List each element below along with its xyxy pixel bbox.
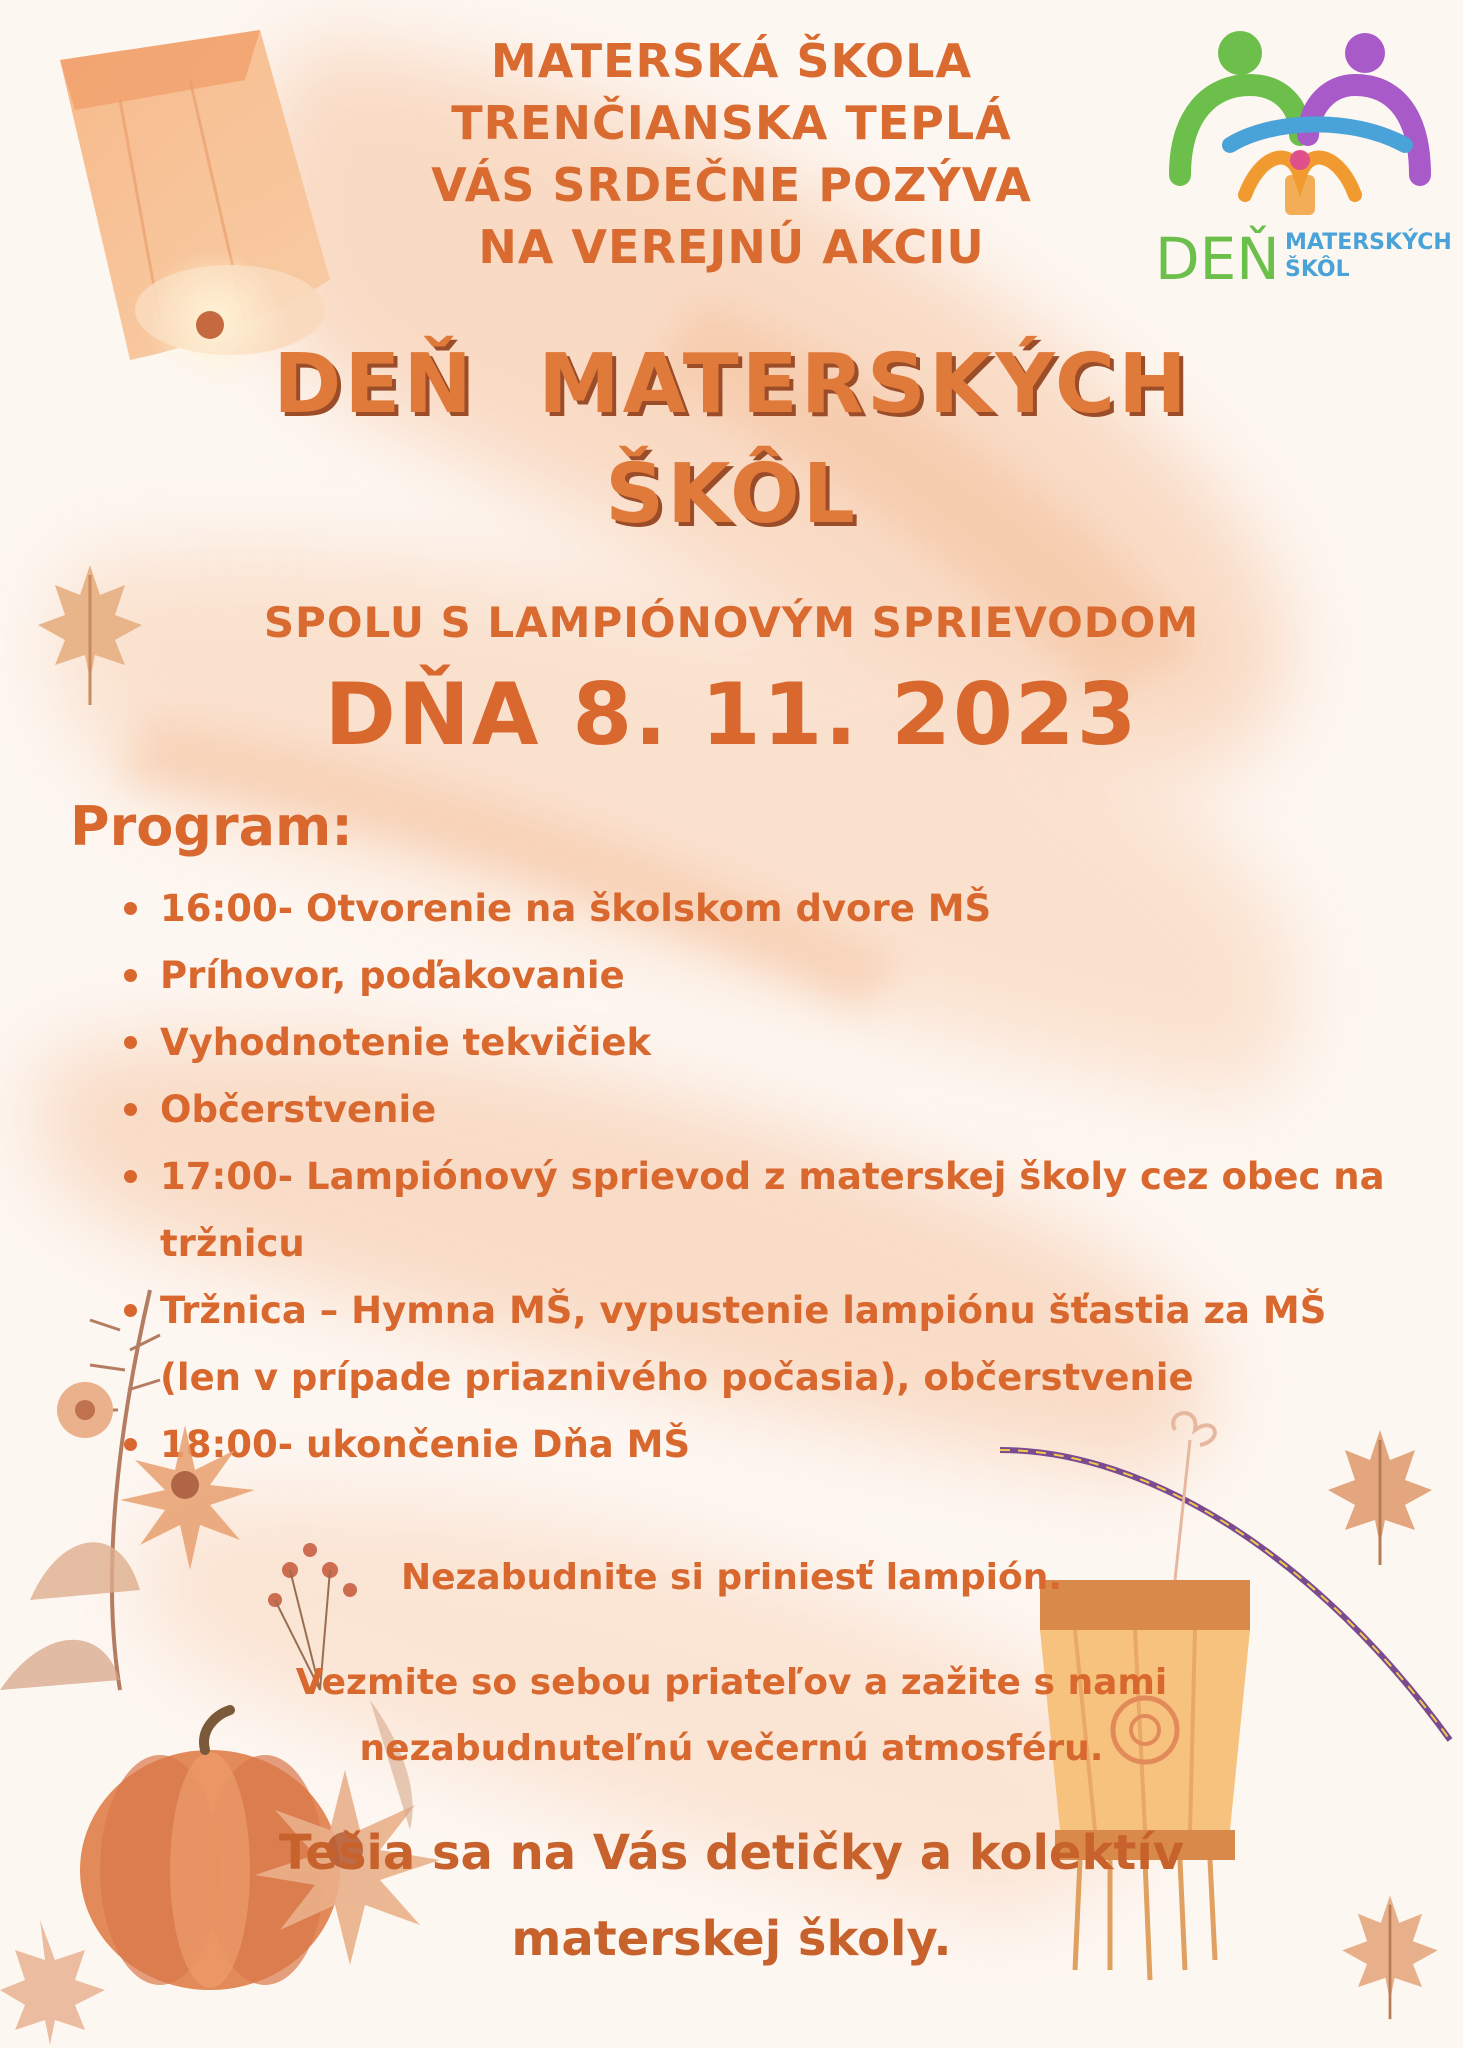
reminder-note: Nezabudnite si priniesť lampión. (400, 1557, 1063, 1598)
flower-icon (57, 1382, 113, 1438)
title-line-2: ŠKÔL (605, 447, 858, 542)
program-item-7: 18:00- ukončenie Dňa MŠ (118, 1411, 1410, 1478)
logo-word-main: DEŇ (1155, 225, 1280, 293)
closing-line-2: materskej školy. (511, 1911, 952, 1967)
program-item-1: 16:00- Otvorenie na školskom dvore MŠ (118, 875, 1410, 942)
program-item-3: Vyhodnotenie tekvičiek (118, 1009, 1410, 1076)
invite-line-2: nezabudnuteľnú večernú atmosféru. (359, 1728, 1104, 1769)
event-date: DŇA 8. 11. 2023 (324, 665, 1139, 765)
header (0, 30, 1463, 278)
invite-line-1: Vezmite so sebou priateľov a zažite s nami (295, 1662, 1168, 1703)
header-line-2: TRENČIANSKA TEPLÁ (451, 96, 1012, 150)
logo-word-bottom: ŠKÔL (1285, 257, 1350, 282)
program-heading: Program: (70, 795, 353, 858)
header-line-3: VÁS SRDEČNE POZÝVA (431, 158, 1032, 212)
closing-line-1: Tešia sa na Vás detičky a kolektív (278, 1825, 1185, 1881)
page-title (0, 330, 1463, 550)
header-line-4: NA VEREJNÚ AKCIU (478, 220, 985, 274)
maple-leaf-icon (30, 555, 150, 715)
program-item-5: 17:00- Lampiónový sprievod z materskej školy cez obec na tržnicu (118, 1143, 1410, 1277)
logo-word-top: MATERSKÝCH (1285, 230, 1452, 255)
subtitle: SPOLU S LAMPIÓNOVÝM SPRIEVODOM (263, 598, 1200, 647)
header-line-1: MATERSKÁ ŠKOLA (490, 34, 973, 88)
program-item-4: Občerstvenie (118, 1076, 1410, 1143)
program-item-6: Tržnica – Hymna MŠ, vypustenie lampiónu šťastia za MŠ (len v prípade priaznivého počasia), občerstvenie (118, 1277, 1410, 1411)
program-item-2: Príhovor, poďakovanie (118, 942, 1410, 1009)
title-line-1: DEŇ MATERSKÝCH (273, 337, 1190, 432)
